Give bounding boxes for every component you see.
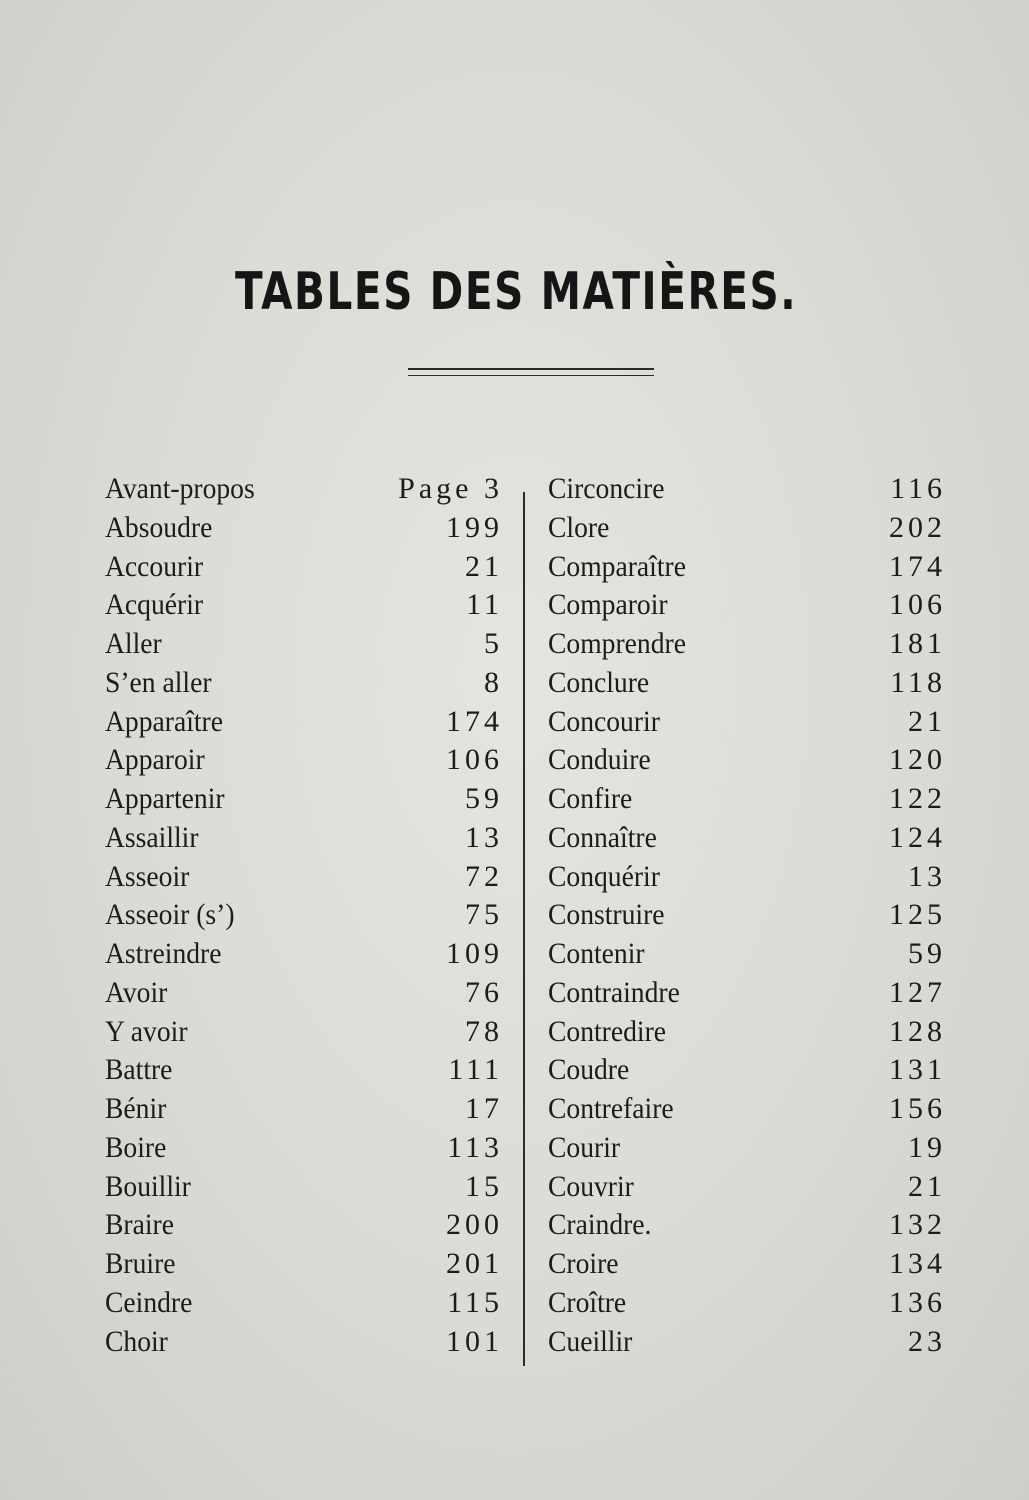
index-entry (548, 741, 946, 780)
entry-page-number: 109 (446, 937, 503, 970)
column-divider (523, 492, 525, 1366)
index-entry (105, 1206, 503, 1245)
entry-name: Conclure (548, 665, 650, 699)
entry-page-number: 156 (889, 1092, 946, 1125)
entry-name: Connaître (548, 820, 657, 854)
index-entry (105, 1051, 503, 1090)
index-entry (548, 586, 946, 625)
index-entry (548, 896, 946, 935)
entry-name: Comprendre (548, 627, 686, 660)
entry-name: Apparaître (105, 704, 224, 738)
entry-page-number: 131 (889, 1053, 946, 1087)
index-entry (548, 858, 946, 897)
index-entry (105, 1168, 503, 1207)
entry-name: Croître (548, 1285, 627, 1319)
index-entry (105, 1323, 503, 1362)
index-entry (105, 548, 503, 587)
entry-page-number: 136 (889, 1285, 946, 1319)
entry-page-number: 111 (448, 1053, 503, 1087)
index-entry (105, 586, 503, 625)
entry-name: Appartenir (105, 782, 225, 815)
entry-page-number: 124 (889, 820, 946, 854)
entry-name: Couvrir (548, 1169, 634, 1203)
entry-page-number: 5 (484, 627, 503, 660)
entry-page-number: 21 (908, 704, 946, 738)
entry-name: Braire (105, 1208, 174, 1242)
entry-page-number: 13 (908, 859, 946, 893)
entry-page-number: 199 (446, 510, 503, 544)
index-entry (548, 1245, 946, 1284)
index-entry (548, 819, 946, 858)
index-entry (548, 780, 946, 819)
entry-page-number: 23 (908, 1324, 946, 1358)
entry-name: Cueillir (548, 1324, 633, 1358)
entry-page-number: 122 (889, 782, 946, 815)
index-entry (548, 548, 946, 587)
index-entry (548, 664, 946, 703)
index-entry (548, 703, 946, 742)
entry-name: Bruire (105, 1247, 176, 1280)
index-entry (105, 858, 503, 897)
entry-page-number: 127 (889, 975, 946, 1009)
entry-name: Absoudre (105, 510, 213, 544)
entry-page-number: 118 (890, 665, 946, 699)
entry-name: Aller (105, 627, 162, 660)
left-index-column (105, 470, 503, 1361)
index-entry (105, 896, 503, 935)
entry-page-number: 128 (889, 1014, 946, 1048)
entry-name: Concourir (548, 704, 660, 738)
index-entry (548, 1323, 946, 1362)
entry-page-number: 174 (446, 704, 503, 738)
entry-page-number: 134 (889, 1247, 946, 1280)
entry-page-number: 78 (465, 1014, 503, 1048)
entry-page-number: 76 (465, 975, 503, 1009)
index-entry (105, 819, 503, 858)
entry-page-number: 174 (889, 549, 946, 583)
entry-page-number: 59 (908, 937, 946, 970)
entry-name: Coudre (548, 1053, 630, 1087)
entry-page-number: 181 (889, 627, 946, 660)
entry-page-number: 21 (908, 1169, 946, 1203)
entry-name: Apparoir (105, 743, 205, 777)
entry-name: Craindre. (548, 1208, 652, 1242)
index-entry (105, 664, 503, 703)
entry-page-number: 19 (908, 1130, 946, 1164)
entry-page-number: 75 (465, 898, 503, 932)
entry-name: Confire (548, 782, 633, 815)
entry-name: S’en aller (105, 665, 212, 699)
index-entry (105, 470, 503, 509)
page-title: TABLES DES MATIÈRES. (235, 262, 798, 322)
entry-name: Comparaître (548, 549, 686, 583)
entry-name: Contraindre (548, 975, 680, 1009)
entry-page-number: 15 (465, 1169, 503, 1203)
index-entry (105, 741, 503, 780)
index-entry (105, 509, 503, 548)
entry-name: Choir (105, 1324, 168, 1358)
entry-page-number: 120 (889, 743, 946, 777)
entry-name: Avoir (105, 975, 168, 1009)
entry-page-number: 21 (465, 549, 503, 583)
entry-name: Asseoir (s’) (105, 898, 235, 932)
entry-page-number: 125 (889, 898, 946, 932)
entry-name: Conduire (548, 743, 651, 777)
entry-page-number: 106 (446, 743, 503, 777)
entry-name: Bénir (105, 1092, 167, 1125)
index-entry (548, 470, 946, 509)
entry-name: Astreindre (105, 937, 222, 970)
entry-page-number: 113 (447, 1130, 503, 1164)
index-entry (548, 1051, 946, 1090)
index-entry (548, 1129, 946, 1168)
index-entry (548, 625, 946, 664)
entry-page-number: 13 (465, 820, 503, 854)
entry-name: Accourir (105, 549, 204, 583)
index-entry (105, 974, 503, 1013)
entry-name: Comparoir (548, 588, 668, 622)
entry-name: Conquérir (548, 859, 660, 893)
entry-page-number: Page 3 (398, 472, 503, 505)
index-entry (105, 1284, 503, 1323)
index-entry (548, 974, 946, 1013)
entry-page-number: 202 (889, 510, 946, 544)
entry-page-number: 59 (465, 782, 503, 815)
index-entry (105, 1013, 503, 1052)
index-entry (548, 1206, 946, 1245)
entry-name: Acquérir (105, 588, 204, 622)
entry-name: Battre (105, 1053, 173, 1087)
index-entry (105, 1245, 503, 1284)
entry-name: Clore (548, 510, 610, 544)
entry-page-number: 132 (889, 1208, 946, 1242)
index-entry (105, 780, 503, 819)
index-entry (548, 1284, 946, 1323)
entry-page-number: 106 (889, 588, 946, 622)
entry-page-number: 17 (465, 1092, 503, 1125)
right-index-column (548, 470, 946, 1361)
entry-name: Contredire (548, 1014, 667, 1048)
entry-page-number: 11 (466, 588, 503, 622)
entry-page-number: 200 (446, 1208, 503, 1242)
entry-page-number: 72 (465, 859, 503, 893)
entry-name: Y avoir (105, 1014, 188, 1048)
entry-page-number: 115 (447, 1285, 503, 1319)
index-entry (548, 1168, 946, 1207)
entry-name: Construire (548, 898, 665, 932)
index-entry (105, 625, 503, 664)
entry-name: Courir (548, 1130, 621, 1164)
entry-page-number: 116 (890, 472, 946, 505)
entry-name: Bouillir (105, 1169, 191, 1203)
index-entry (105, 935, 503, 974)
index-entry (548, 935, 946, 974)
index-entry (548, 509, 946, 548)
entry-page-number: 201 (446, 1247, 503, 1280)
index-entry (548, 1013, 946, 1052)
index-entry (548, 1090, 946, 1129)
index-entry (105, 1090, 503, 1129)
entry-name: Croire (548, 1247, 619, 1280)
title-underline (408, 368, 654, 376)
entry-name: Assaillir (105, 820, 199, 854)
entry-name: Circoncire (548, 472, 665, 505)
entry-name: Asseoir (105, 859, 190, 893)
entry-name: Contrefaire (548, 1092, 674, 1125)
index-entry (105, 1129, 503, 1168)
entry-page-number: 8 (484, 665, 503, 699)
entry-page-number: 101 (446, 1324, 503, 1358)
index-entry (105, 703, 503, 742)
entry-name: Contenir (548, 937, 645, 970)
entry-name: Ceindre (105, 1285, 193, 1319)
entry-name: Boire (105, 1130, 167, 1164)
entry-name: Avant-propos (105, 472, 255, 505)
